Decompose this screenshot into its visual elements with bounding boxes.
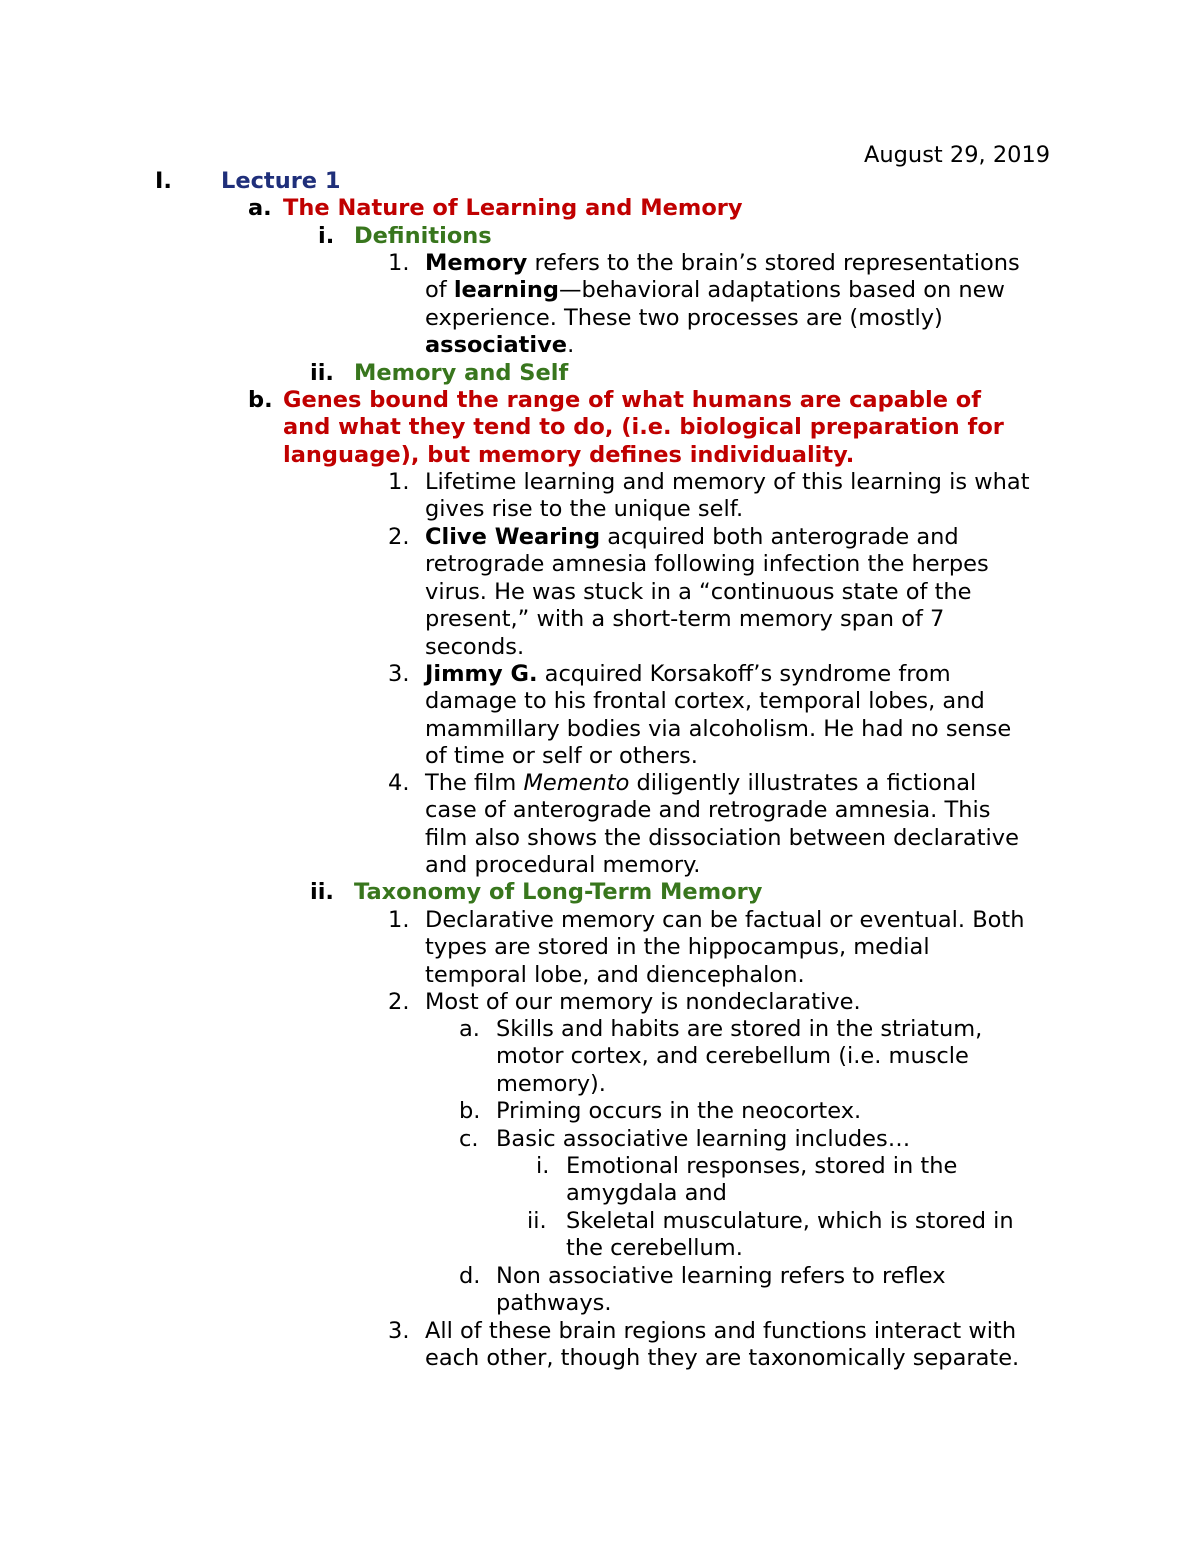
text-line: film also shows the dissociation between declarative [425, 824, 1019, 851]
outline-marker: ii. [310, 360, 334, 386]
outline-marker: 4. [388, 770, 410, 796]
outline-marker: i. [318, 223, 335, 249]
text-run: diligently illustrates a fictional [629, 770, 977, 796]
term-jimmy-g: Jimmy G. [425, 661, 538, 687]
outline-marker: a. [459, 1016, 480, 1042]
text-run: . [567, 332, 575, 359]
outline-marker: 3. [388, 1318, 410, 1344]
definitions-heading: Definitions [354, 223, 492, 249]
text-line: Skills and habits are stored in the striatum, [496, 1016, 983, 1042]
text-line: retrograde amnesia following infection the herpes [425, 551, 989, 578]
outline-marker: 1. [388, 907, 410, 933]
text-run: —behavioral adaptations based on new [558, 277, 1005, 304]
text-line: Genes bound the range of what humans are capable of [283, 387, 982, 413]
text-line: language), but memory defines individuality. [283, 441, 855, 468]
text-line: pathways. [496, 1290, 612, 1317]
definition-1-text [425, 250, 1020, 360]
text-line: of time or self or others. [425, 743, 698, 770]
taxonomy-2c-i-text [566, 1153, 957, 1208]
text-line: gives rise to the unique self. [425, 496, 744, 523]
taxonomy-2d-text [496, 1263, 946, 1318]
self-3-text [425, 661, 1011, 771]
text-line: types are stored in the hippocampus, medial [425, 934, 930, 961]
outline-marker: b. [248, 387, 273, 413]
text-line: and what they tend to do, (i.e. biological preparation for [283, 414, 1004, 441]
outline-marker: d. [459, 1263, 481, 1289]
section-b-heading [283, 387, 1004, 469]
taxonomy-1-text [425, 907, 1025, 989]
text-line: Lifetime learning and memory of this learning is what [425, 469, 1030, 495]
text-line: Skeletal musculature, which is stored in [566, 1208, 1014, 1234]
text-line: memory). [496, 1070, 606, 1097]
text-line: each other, though they are taxonomically separate. [425, 1345, 1020, 1372]
text-line: virus. He was stuck in a “continuous state of the [425, 578, 972, 605]
outline-marker: ii. [527, 1208, 547, 1234]
text-line: Declarative memory can be factual or eventual. Both [425, 907, 1025, 933]
text-line: the cerebellum. [566, 1235, 743, 1262]
outline-marker: I. [155, 168, 172, 194]
outline-marker: ii. [310, 879, 334, 905]
text-line: Non associative learning refers to reflex [496, 1263, 946, 1289]
taxonomy-heading: Taxonomy of Long-Term Memory [354, 879, 763, 905]
taxonomy-2a-text [496, 1016, 982, 1098]
outline-marker: i. [536, 1153, 550, 1179]
text-line: All of these brain regions and functions interact with [425, 1318, 1017, 1344]
term-clive-wearing: Clive Wearing [425, 524, 601, 550]
self-4-text [425, 770, 1019, 880]
text-line: case of anterograde and retrograde amnesia. This [425, 797, 991, 824]
text-line: damage to his frontal cortex, temporal lobes, and [425, 688, 985, 715]
taxonomy-2c-ii-text [566, 1208, 1014, 1263]
text-run: acquired both anterograde and [600, 524, 959, 550]
text-run: The film [425, 770, 524, 796]
text-line: and procedural memory. [425, 852, 701, 879]
text-run: refers to the brain’s stored representations [527, 250, 1020, 276]
self-2-text [425, 524, 989, 661]
memory-and-self-heading: Memory and Self [354, 360, 569, 386]
self-1-text [425, 469, 1030, 524]
outline-marker: b. [459, 1098, 481, 1124]
taxonomy-2-text: Most of our memory is nondeclarative. [425, 989, 861, 1015]
text-line: seconds. [425, 633, 525, 660]
taxonomy-2c-text: Basic associative learning includes… [496, 1126, 911, 1152]
outline-marker: c. [459, 1126, 479, 1152]
taxonomy-3-text [425, 1318, 1019, 1373]
document-date: August 29, 2019 [864, 142, 1051, 168]
text-line: motor cortex, and cerebellum (i.e. muscle [496, 1043, 969, 1070]
outline-marker: 2. [388, 524, 410, 550]
text-line: mammillary bodies via alcoholism. He had no sense [425, 715, 1012, 742]
text-line: present,” with a short-term memory span of 7 [425, 606, 945, 633]
lecture-heading: Lecture 1 [221, 168, 341, 194]
outline-marker: 1. [388, 250, 410, 276]
text-run: acquired Korsakoff’s syndrome from [537, 661, 951, 687]
film-title: Memento [523, 770, 630, 796]
outline-marker: 1. [388, 469, 410, 495]
outline-marker: 3. [388, 661, 410, 687]
taxonomy-2b-text: Priming occurs in the neocortex. [496, 1098, 862, 1124]
text-line: temporal lobe, and diencephalon. [425, 961, 805, 988]
text-line: experience. These two processes are (mostly) [425, 304, 943, 331]
text-line: amygdala and [566, 1180, 727, 1207]
term-learning: learning [453, 277, 559, 304]
text-run: of [425, 277, 454, 304]
term-associative: associative [425, 332, 568, 359]
term-memory: Memory [425, 250, 528, 276]
outline-marker: 2. [388, 989, 410, 1015]
section-a-heading: The Nature of Learning and Memory [283, 195, 743, 221]
outline-marker: a. [248, 195, 272, 221]
text-line: Emotional responses, stored in the [566, 1153, 958, 1179]
